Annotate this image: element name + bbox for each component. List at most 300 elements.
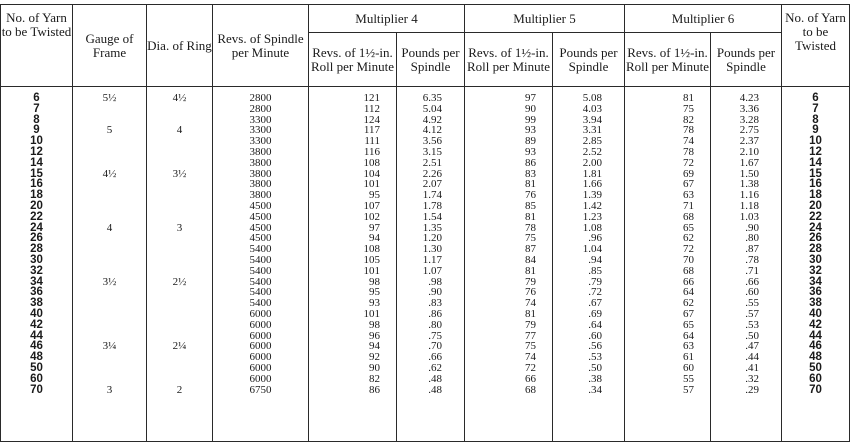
cell-value: 46 [30,340,43,353]
cell-value: 30 [30,253,43,266]
cell-value: 4500 [249,210,272,223]
column-yarn-right [782,87,850,442]
cell-value: 22 [30,210,43,223]
cell-value: 96 [369,329,380,342]
cell-value [73,374,146,385]
cell-value: 82 [369,372,380,385]
cell-value: 97 [369,221,380,234]
column-gauge [73,87,147,442]
cell-value: 112 [363,102,380,115]
cell-value: .79 [588,275,602,288]
cell-value: 44 [30,329,43,342]
column-roll-m4 [309,87,397,442]
cell-value: 32 [30,264,43,277]
cell-value: 2800 [249,92,272,104]
cell-value: 2.85 [582,135,602,148]
cell-value: 1.17 [422,253,442,266]
cell-value: .94 [588,253,602,266]
cell-value: 3.15 [422,145,442,158]
cell-value: .53 [745,318,759,331]
header-pounds-m4: Pounds per Spindle [397,33,465,87]
cell-value: 46 [809,340,822,353]
column-spindle-revs [213,87,309,442]
cell-value: .57 [745,307,759,320]
cell-value: 95 [369,286,380,299]
cell-value: 63 [683,189,694,202]
cell-value: 93 [525,145,536,158]
column-roll-m6 [625,87,711,442]
cell-value: 9 [812,124,819,137]
cell-value: 63 [683,340,694,353]
cell-value [147,179,212,190]
cell-value: .60 [745,286,759,299]
cell-value: 82 [683,113,694,126]
cell-value: 6.35 [422,92,442,104]
cell-value [73,158,146,169]
column-ring [147,87,213,442]
cell-value: 2.00 [582,156,602,169]
cell-value: 61 [683,351,694,364]
cell-value: .48 [428,372,442,385]
cell-value: 40 [30,307,43,320]
cell-value: 76 [525,189,536,202]
cell-value [147,244,212,255]
cell-value: 48 [809,351,822,364]
cell-value: 99 [525,113,536,126]
cell-value: 101 [363,264,380,277]
cell-value: 55 [683,372,694,385]
cell-value: 3800 [249,156,272,169]
column-roll-m5 [465,87,553,442]
cell-value: 48 [30,351,43,364]
cell-value: 75 [525,232,536,245]
cell-value: 72 [525,361,536,374]
cell-value: 1.04 [582,243,602,256]
cell-value: 42 [809,318,822,331]
cell-value: 74 [525,297,536,310]
cell-value: 78 [683,145,694,158]
cell-value: 65 [683,221,694,234]
cell-value: 20 [809,199,822,212]
cell-value: 6 [812,92,819,104]
cell-value: 12 [809,145,822,158]
cell-value: .50 [588,361,602,374]
cell-value: 5400 [249,297,272,310]
cell-value: 117 [363,124,380,137]
cell-value [147,363,212,374]
cell-value: 68 [525,383,536,396]
cell-value: .55 [745,297,759,310]
cell-value: 2¼ [172,340,187,353]
cell-value [147,352,212,363]
cell-value: 66 [683,275,694,288]
cell-value: 94 [369,232,380,245]
header-roll-m6: Revs. of 1½-in. Roll per Minute [625,33,711,87]
cell-value: 84 [525,253,536,266]
cell-value: 6000 [249,307,272,320]
cell-value: 2.52 [582,145,602,158]
cell-value: .60 [588,329,602,342]
cell-value [73,212,146,223]
cell-value: 124 [363,113,380,126]
cell-value: .32 [745,372,759,385]
cell-value: 70 [30,383,43,396]
cell-value: .50 [745,329,759,342]
cell-value: 4½ [172,92,187,104]
cell-value: 70 [809,383,822,396]
cell-value: 4.23 [739,92,759,104]
cell-value: 34 [30,275,43,288]
cell-value: 87 [525,243,536,256]
cell-value: 67 [683,178,694,191]
cell-value: 81 [525,264,536,277]
cell-value: 6000 [249,351,272,364]
header-pounds-m5: Pounds per Spindle [553,33,625,87]
cell-value: 1.08 [582,221,602,234]
cell-value: 105 [363,253,380,266]
cell-value [73,147,146,158]
cell-value [147,320,212,331]
cell-value: 3.56 [422,135,442,148]
cell-value: .48 [428,383,442,396]
cell-value: 1.07 [422,264,442,277]
cell-value [73,244,146,255]
cell-value [147,190,212,201]
cell-value: 89 [525,135,536,148]
cell-value: 77 [525,329,536,342]
cell-value: 5400 [249,253,272,266]
cell-value: 42 [30,318,43,331]
cell-value: 65 [683,318,694,331]
cell-value: 44 [809,329,822,342]
cell-value [73,190,146,201]
cell-value: 24 [809,221,822,234]
cell-value: 28 [30,243,43,256]
cell-value: 14 [809,156,822,169]
cell-value: 3¼ [102,340,117,353]
cell-value: 15 [809,167,822,180]
cell-value [73,309,146,320]
cell-value: 3800 [249,145,272,158]
cell-value: .64 [588,318,602,331]
cell-value: 1.23 [582,210,602,223]
cell-value: 6 [33,92,40,104]
cell-value: 50 [809,361,822,374]
cell-value: .62 [428,361,442,374]
cell-value: 5400 [249,286,272,299]
cell-value: 68 [683,210,694,223]
cell-value: 93 [369,297,380,310]
cell-value: .44 [745,351,759,364]
column-yarn-left [1,87,73,442]
cell-value: 50 [30,361,43,374]
cell-value [147,287,212,298]
cell-value: .69 [588,307,602,320]
cell-value: .78 [745,253,759,266]
cell-value: 7 [812,102,819,115]
cell-value: 3 [106,383,113,396]
cell-value: 90 [525,102,536,115]
cell-value: .66 [745,275,759,288]
cell-value: 9 [33,124,40,137]
cell-value: 1.39 [582,189,602,202]
cell-value: 1.18 [739,199,759,212]
cell-value: 3½ [172,167,187,180]
cell-value: 5.04 [422,102,442,115]
cell-value: 93 [525,124,536,137]
header-yarn-right: No. of Yarn to be Twisted [782,5,850,87]
cell-value: 3 [176,221,183,234]
cell-value: 75 [525,340,536,353]
cell-value: 101 [363,178,380,191]
cell-value: 1.20 [422,232,442,245]
cell-value: 8 [812,113,819,126]
cell-value: 40 [809,307,822,320]
cell-value: .75 [428,329,442,342]
cell-value: .38 [588,372,602,385]
cell-value [147,201,212,212]
cell-value: 3300 [249,113,272,126]
cell-value: 67 [683,307,694,320]
cell-value: 3.36 [739,102,759,115]
cell-value: 2.37 [739,135,759,148]
cell-value [147,266,212,277]
cell-value: 3800 [249,167,272,180]
column-pounds-m5 [553,87,625,442]
cell-value: .67 [588,297,602,310]
cell-value: 5.08 [582,92,602,104]
cell-value: 98 [369,275,380,288]
cell-value: 60 [30,372,43,385]
cell-value: 94 [369,340,380,353]
cell-value: 2.75 [739,124,759,137]
cell-value: 12 [30,145,43,158]
cell-value: 6000 [249,372,272,385]
cell-value: 3.94 [582,113,602,126]
cell-value: 68 [683,264,694,277]
cell-value [73,255,146,266]
cell-value: 16 [30,178,43,191]
cell-value [147,104,212,115]
cell-value: 5400 [249,243,272,256]
cell-value: .29 [745,383,759,396]
cell-value [73,136,146,147]
cell-value: 6000 [249,340,272,353]
header-roll-m5: Revs. of 1½-in. Roll per Minute [465,33,553,87]
cell-value: .80 [745,232,759,245]
cell-value [73,352,146,363]
cell-value: 104 [363,167,380,180]
header-yarn-left: No. of Yarn to be Twisted [1,5,73,87]
cell-value [147,136,212,147]
cell-value: 1.16 [739,189,759,202]
cell-value: .83 [428,297,442,310]
cell-value: 18 [30,189,43,202]
cell-value: 121 [363,92,380,104]
cell-value: 38 [809,297,822,310]
header-multiplier-5: Multiplier 5 [465,5,625,33]
cell-value: 1.67 [739,156,759,169]
cell-value [147,298,212,309]
cell-value: 10 [809,135,822,148]
cell-value: 14 [30,156,43,169]
cell-value: .70 [428,340,442,353]
cell-value: 2.51 [422,156,442,169]
cell-value: 4.12 [422,124,442,137]
cell-value: .71 [745,264,759,277]
cell-value: 81 [683,92,694,104]
cell-value: 3½ [102,275,117,288]
cell-value: 24 [30,221,43,234]
cell-value: 26 [30,232,43,245]
cell-value: 2.10 [739,145,759,158]
cell-value: 4500 [249,221,272,234]
cell-value: 7 [33,102,40,115]
cell-value: 4500 [249,199,272,212]
cell-value: 1.35 [422,221,442,234]
cell-value: 4.92 [422,113,442,126]
cell-value [73,104,146,115]
cell-value: .66 [428,351,442,364]
cell-value: .34 [588,383,602,396]
header-multiplier-6: Multiplier 6 [625,5,782,33]
cell-value: .47 [745,340,759,353]
cell-value: 76 [525,286,536,299]
cell-value: 1.74 [422,189,442,202]
header-pounds-m6: Pounds per Spindle [711,33,782,87]
cell-value: 62 [683,297,694,310]
cell-value [147,233,212,244]
cell-value: 3800 [249,189,272,202]
cell-value: 81 [525,307,536,320]
cell-value: 66 [525,372,536,385]
cell-value: 71 [683,199,694,212]
cell-value: 92 [369,351,380,364]
cell-value: .86 [428,307,442,320]
cell-value: 1.30 [422,243,442,256]
cell-value: 95 [369,189,380,202]
cell-value: 2800 [249,102,272,115]
cell-value [147,158,212,169]
cell-value: .56 [588,340,602,353]
cell-value: 4.03 [582,102,602,115]
cell-value: 20 [30,199,43,212]
cell-value: 79 [525,318,536,331]
cell-value: 1.03 [739,210,759,223]
cell-value: .90 [428,286,442,299]
cell-value [73,201,146,212]
cell-value: 6000 [249,318,272,331]
cell-value: 3300 [249,135,272,148]
cell-value: 34 [809,275,822,288]
cell-value [147,374,212,385]
column-pounds-m6 [711,87,782,442]
cell-value: 26 [809,232,822,245]
cell-value: 6000 [249,329,272,342]
cell-value [73,320,146,331]
cell-value: 83 [525,167,536,180]
cell-value: 5400 [249,275,272,288]
cell-value: 57 [683,383,694,396]
cell-value: 36 [30,286,43,299]
cell-value: .80 [428,318,442,331]
cell-value: 3.28 [739,113,759,126]
cell-value: 97 [525,92,536,104]
column-pounds-m4 [397,87,465,442]
cell-value: 69 [683,167,694,180]
cell-value: 74 [683,135,694,148]
cell-value [73,363,146,374]
cell-value: 36 [809,286,822,299]
header-spindle: Revs. of Spindle per Minute [213,5,309,87]
cell-value: 111 [364,135,380,148]
cell-value: 62 [683,232,694,245]
header-gauge: Gauge of Frame [73,5,147,87]
header-roll-m4: Revs. of 1½-in. Roll per Minute [309,33,397,87]
cell-value: 30 [809,253,822,266]
cell-value: 3800 [249,178,272,191]
cell-value [73,287,146,298]
cell-value: 108 [363,243,380,256]
cell-value: 60 [683,361,694,374]
cell-value: 81 [525,178,536,191]
cell-value [73,233,146,244]
cell-value: 32 [809,264,822,277]
cell-value: 1.78 [422,199,442,212]
cell-value: 101 [363,307,380,320]
cell-value: 3.31 [582,124,602,137]
cell-value: 10 [30,135,43,148]
cell-value: 16 [809,178,822,191]
cell-value: 1.54 [422,210,442,223]
cell-value: 2 [176,383,183,396]
cell-value: 5400 [249,264,272,277]
cell-value: .72 [588,286,602,299]
cell-value: .96 [588,232,602,245]
cell-value: 86 [369,383,380,396]
cell-value [147,147,212,158]
cell-value: 78 [525,221,536,234]
cell-value: 28 [809,243,822,256]
cell-value: 70 [683,253,694,266]
cell-value: 116 [363,145,380,158]
cell-value: 3300 [249,124,272,137]
cell-value: 15 [30,167,43,180]
cell-value: 1.50 [739,167,759,180]
cell-value: 4 [176,124,183,137]
cell-value: 81 [525,210,536,223]
cell-value: 1.42 [582,199,602,212]
cell-value: 4 [106,221,113,234]
cell-value: 2.07 [422,178,442,191]
cell-value [73,179,146,190]
cell-value: 18 [809,189,822,202]
header-ring: Dia. of Ring [147,5,213,87]
cell-value: 102 [363,210,380,223]
cell-value: 74 [525,351,536,364]
cell-value [73,298,146,309]
cell-value: 64 [683,286,694,299]
cell-value: 86 [525,156,536,169]
cell-value: 22 [809,210,822,223]
cell-value: 1.66 [582,178,602,191]
cell-value: 75 [683,102,694,115]
cell-value: 108 [363,156,380,169]
cell-value: 85 [525,199,536,212]
cell-value: 5 [106,124,113,137]
cell-value: 4500 [249,232,272,245]
cell-value: .98 [428,275,442,288]
